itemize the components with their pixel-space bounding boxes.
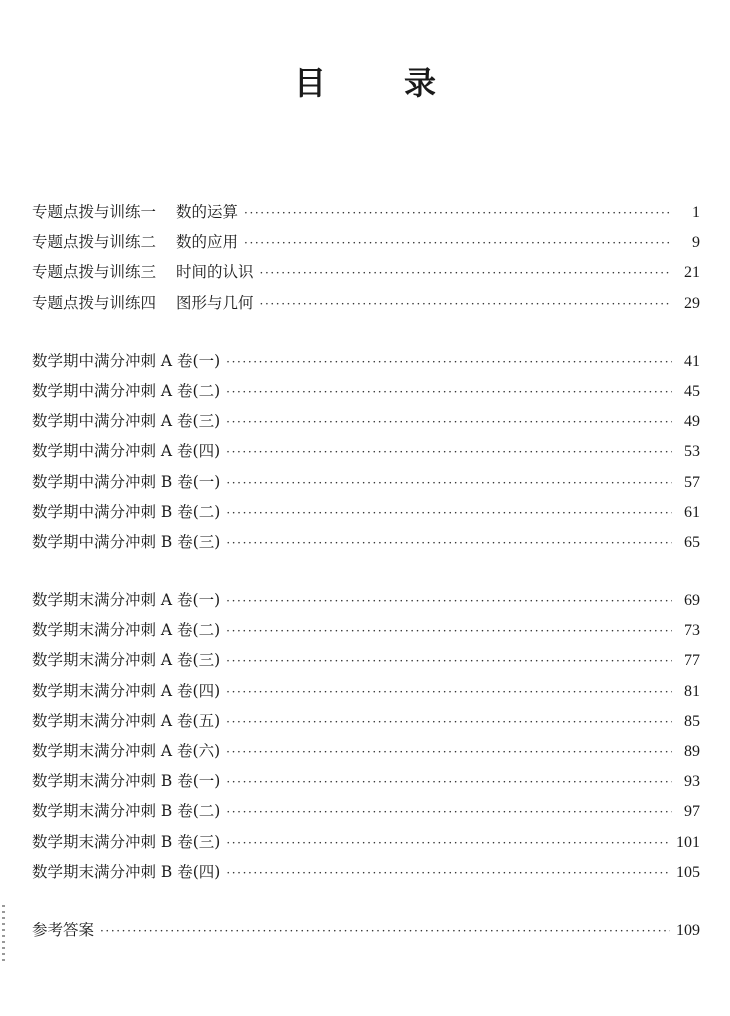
toc-entry-title bbox=[32, 197, 238, 227]
page-title bbox=[0, 58, 730, 104]
dot-leader bbox=[226, 828, 670, 858]
toc-page-number: 105 bbox=[676, 863, 700, 881]
dot-leader bbox=[226, 677, 672, 707]
toc-entry-title bbox=[32, 857, 220, 887]
toc-entry-label: 数学期末满分冲刺 B 卷(一) bbox=[32, 772, 221, 791]
toc-entry[interactable] bbox=[32, 527, 700, 557]
toc-page-number: 77 bbox=[684, 652, 700, 670]
dot-leader bbox=[226, 737, 672, 767]
toc-entry-title bbox=[32, 497, 220, 527]
toc-page-number: 61 bbox=[684, 503, 700, 521]
toc-page-number: 93 bbox=[684, 773, 700, 791]
toc-group bbox=[32, 346, 700, 557]
toc-page-number: 81 bbox=[684, 682, 700, 700]
toc-group bbox=[32, 915, 700, 945]
toc-entry[interactable] bbox=[32, 467, 700, 497]
toc-entry-subtitle: 数的应用 bbox=[176, 233, 239, 252]
toc-entry[interactable] bbox=[32, 376, 700, 406]
dot-leader bbox=[226, 646, 672, 676]
toc-entry-label: 专题点拨与训练三 bbox=[32, 263, 157, 282]
toc-entry-title bbox=[32, 827, 220, 857]
toc-entry-title bbox=[32, 436, 220, 466]
toc-entry-label: 数学期末满分冲刺 B 卷(三) bbox=[32, 832, 221, 851]
dot-leader bbox=[226, 586, 672, 616]
toc-entry-label: 数学期中满分冲刺 A 卷(四) bbox=[32, 442, 221, 461]
dot-leader bbox=[260, 258, 672, 288]
dot-leader bbox=[226, 707, 672, 737]
toc-entry-label: 数学期末满分冲刺 B 卷(二) bbox=[32, 802, 221, 821]
dot-leader bbox=[226, 377, 672, 407]
toc-entry-label: 数学期末满分冲刺 A 卷(五) bbox=[32, 711, 221, 730]
toc-entry-title bbox=[32, 736, 220, 766]
dot-leader bbox=[244, 228, 672, 258]
toc-entry-label: 数学期末满分冲刺 B 卷(四) bbox=[32, 862, 221, 881]
toc-page-number: 57 bbox=[684, 473, 700, 491]
toc-entry[interactable] bbox=[32, 257, 700, 287]
toc-entry-label: 数学期末满分冲刺 A 卷(六) bbox=[32, 742, 221, 760]
toc-page-number: 21 bbox=[684, 264, 700, 282]
toc-entry-label: 专题点拨与训练一 bbox=[32, 203, 157, 221]
page-title-char-1: 目 bbox=[293, 64, 326, 102]
dot-leader bbox=[226, 437, 672, 467]
toc-entry[interactable] bbox=[32, 615, 700, 645]
toc-page-number: 1 bbox=[692, 204, 700, 221]
toc-entry-label: 数学期末满分冲刺 A 卷(四) bbox=[32, 681, 221, 700]
toc-page-number: 49 bbox=[684, 413, 700, 431]
toc-entry[interactable] bbox=[32, 406, 700, 436]
toc-page-number: 89 bbox=[684, 743, 700, 760]
toc-entry-subtitle: 数的运算 bbox=[176, 203, 239, 221]
toc-entry[interactable] bbox=[32, 288, 700, 318]
toc-entry[interactable] bbox=[32, 766, 700, 796]
toc-entry-title bbox=[32, 257, 254, 287]
toc-entry-subtitle: 图形与几何 bbox=[176, 293, 254, 312]
toc-entry-subtitle: 时间的认识 bbox=[176, 263, 254, 282]
toc-page-number: 69 bbox=[684, 592, 700, 610]
table-of-contents bbox=[32, 197, 700, 973]
toc-entry-label: 参考答案 bbox=[32, 920, 95, 939]
toc-entry[interactable] bbox=[32, 827, 700, 857]
dot-leader bbox=[100, 916, 670, 946]
dot-leader bbox=[226, 616, 672, 646]
toc-entry-title bbox=[32, 915, 94, 945]
dot-leader bbox=[244, 198, 672, 228]
toc-entry-label: 数学期中满分冲刺 A 卷(二) bbox=[32, 381, 221, 400]
dot-leader bbox=[226, 767, 672, 797]
toc-page-number: 29 bbox=[684, 294, 700, 312]
toc-page-number: 45 bbox=[684, 382, 700, 400]
toc-entry-label: 数学期中满分冲刺 A 卷(一) bbox=[32, 351, 221, 370]
toc-entry-title bbox=[32, 227, 238, 257]
toc-entry[interactable] bbox=[32, 346, 700, 376]
toc-entry-title bbox=[32, 796, 220, 826]
toc-entry-label: 数学期末满分冲刺 A 卷(二) bbox=[32, 621, 221, 640]
toc-entry[interactable] bbox=[32, 585, 700, 615]
toc-entry[interactable] bbox=[32, 676, 700, 706]
toc-entry-title bbox=[32, 645, 220, 675]
toc-entry-label: 专题点拨与训练二 bbox=[32, 233, 157, 252]
toc-entry[interactable] bbox=[32, 436, 700, 466]
toc-entry-title bbox=[32, 766, 220, 796]
binding-edge-marks bbox=[2, 905, 5, 965]
toc-entry[interactable] bbox=[32, 736, 700, 766]
dot-leader bbox=[226, 528, 672, 558]
toc-group bbox=[32, 197, 700, 318]
dot-leader bbox=[226, 407, 672, 437]
toc-entry[interactable] bbox=[32, 706, 700, 736]
toc-entry-title bbox=[32, 585, 220, 615]
toc-entry-title bbox=[32, 615, 220, 645]
toc-page-number: 101 bbox=[676, 833, 700, 851]
toc-entry-title bbox=[32, 288, 254, 318]
toc-page-number: 73 bbox=[684, 622, 700, 640]
toc-entry[interactable] bbox=[32, 645, 700, 675]
toc-entry-label: 数学期中满分冲刺 B 卷(二) bbox=[32, 502, 221, 521]
dot-leader bbox=[260, 289, 672, 319]
toc-entry[interactable] bbox=[32, 796, 700, 826]
toc-entry-label: 数学期末满分冲刺 A 卷(三) bbox=[32, 651, 221, 670]
toc-entry[interactable] bbox=[32, 857, 700, 887]
toc-entry[interactable] bbox=[32, 197, 700, 227]
toc-entry[interactable] bbox=[32, 227, 700, 257]
toc-entry-label: 数学期中满分冲刺 B 卷(三) bbox=[32, 532, 221, 551]
toc-entry-title bbox=[32, 676, 220, 706]
dot-leader bbox=[226, 498, 672, 528]
dot-leader bbox=[226, 858, 670, 888]
toc-page-number: 97 bbox=[684, 803, 700, 821]
toc-entry-title bbox=[32, 706, 220, 736]
page-title-char-2: 录 bbox=[404, 64, 437, 102]
toc-page-number: 85 bbox=[684, 712, 700, 730]
toc-entry-label: 数学期中满分冲刺 B 卷(一) bbox=[32, 472, 221, 491]
toc-page-number: 53 bbox=[684, 443, 700, 461]
toc-entry-title bbox=[32, 527, 220, 557]
toc-entry-title bbox=[32, 467, 220, 497]
toc-page-number: 9 bbox=[692, 234, 700, 252]
toc-entry-title bbox=[32, 376, 220, 406]
toc-entry-title bbox=[32, 346, 220, 376]
toc-entry[interactable] bbox=[32, 915, 700, 945]
toc-page-number: 109 bbox=[676, 921, 700, 939]
dot-leader bbox=[226, 797, 672, 827]
toc-entry-label: 数学期中满分冲刺 A 卷(三) bbox=[32, 412, 221, 431]
toc-page-number: 65 bbox=[684, 533, 700, 551]
toc-page-number: 41 bbox=[684, 352, 700, 370]
dot-leader bbox=[226, 347, 672, 377]
toc-entry-label: 数学期末满分冲刺 A 卷(一) bbox=[32, 591, 221, 610]
toc-group bbox=[32, 585, 700, 887]
dot-leader bbox=[226, 468, 672, 498]
toc-entry[interactable] bbox=[32, 497, 700, 527]
toc-entry-title bbox=[32, 406, 220, 436]
toc-entry-label: 专题点拨与训练四 bbox=[32, 293, 157, 312]
